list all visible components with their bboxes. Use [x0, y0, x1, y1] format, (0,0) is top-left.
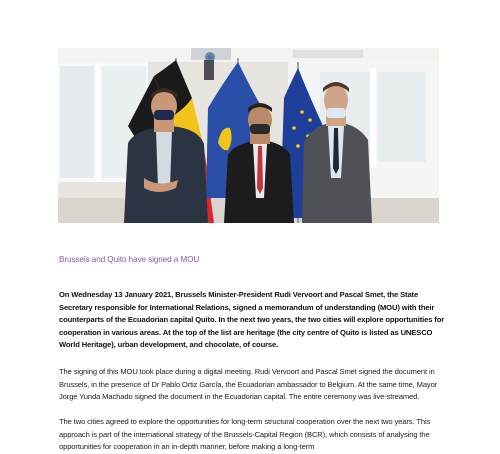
photo-caption: Brussels and Quito have signed a MOU: [59, 255, 200, 264]
face-mask-icon: [326, 108, 346, 118]
news-photo: [58, 48, 439, 223]
face-mask-icon: [154, 110, 174, 120]
lead-paragraph: On Wednesday 13 January 2021, Brussels Minister-President Rudi Vervoort and Pascal Smet, the State Secretary responsible for International Relations, signed a memorandum of understanding (MOU) with their counterparts of the Ecuadorian capital Quito. In the next two years, the two cities will explore opportunities for cooperation in various areas. At the top of the list are heritage (the city centre of Quito is listed as UNESCO World Heritage), urban development, and chocolate, of course.: [59, 290, 445, 350]
photo-illustration: [58, 48, 439, 223]
body-paragraph-2: The two cities agreed to explore the opportunities for long-term structural cooperation over the next two years. This approach is part of the international strategy of the Brussels-Capital Region (BCR), which consists of analysing the opportunities for cooperation in an in-depth manner, before making a long-term: [59, 417, 431, 452]
body-paragraph-1: The signing of this MOU took place during a digital meeting. Rudi Vervoort and Pascal Smet signed the document in Brussels, in the presence of Dr Pablo Ortiz García, the Ecuadorian ambassador to Belgium. At the same time, Mayor Jorge Yunda Machado signed the document in the Ecuadorian capital. The entire ceremony was live-streamed.: [59, 367, 438, 402]
face-mask-icon: [250, 124, 270, 134]
